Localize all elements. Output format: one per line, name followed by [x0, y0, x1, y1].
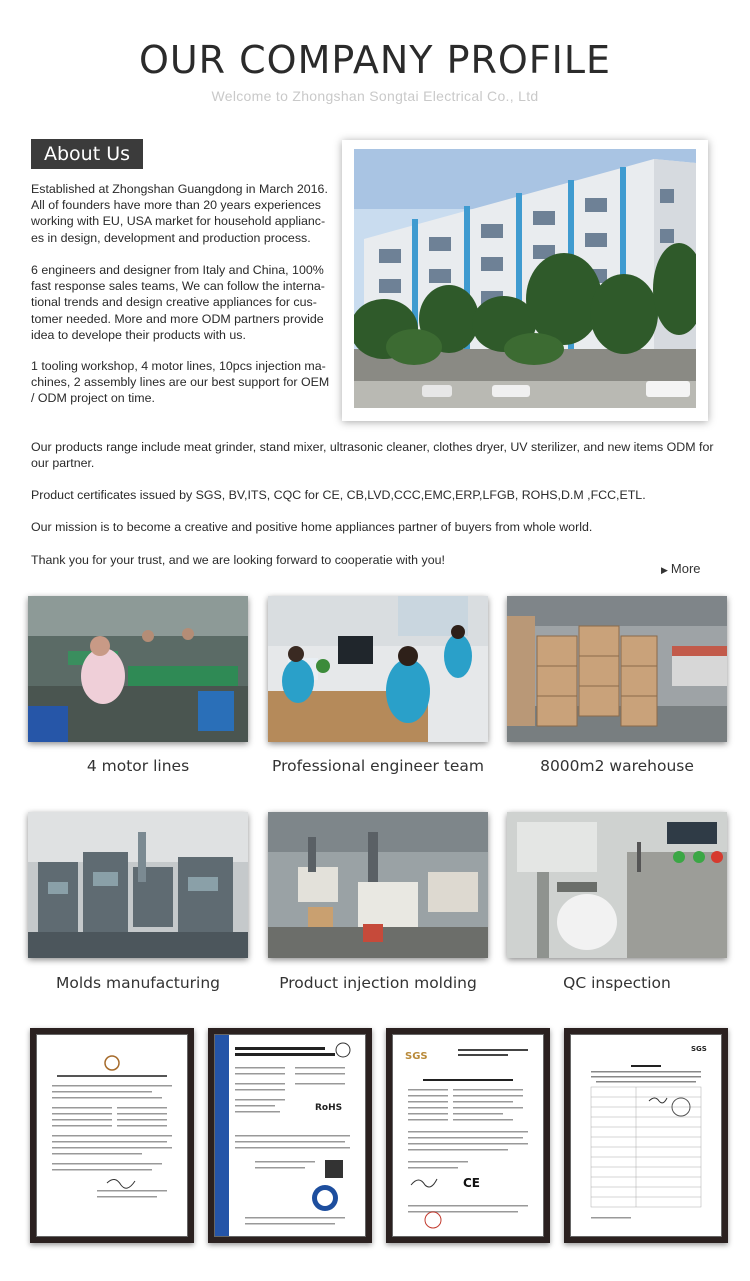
gallery-caption-4: Molds manufacturing [56, 974, 220, 992]
rohs-certificate-document [215, 1035, 365, 1236]
engineer-team-photo [268, 596, 488, 742]
sgs-emc-certificate-document [393, 1035, 543, 1236]
gallery-caption-3: 8000m2 warehouse [540, 757, 694, 775]
molds-image [28, 812, 248, 958]
engineer-team-image [268, 596, 488, 742]
sgs-small-logo: SGS [691, 1045, 707, 1053]
sgs-logo: SGS [405, 1051, 428, 1062]
ce-mark: CE [463, 1176, 481, 1190]
warehouse-image [507, 596, 727, 742]
molds-photo [28, 812, 248, 958]
play-arrow-icon: ▶ [661, 565, 668, 575]
factory-building-photo [342, 140, 708, 421]
qc-inspection-image [507, 812, 727, 958]
about-paragraph-4: Our products range include meat grinder, stand mixer, ultrasonic cleaner, clothes dryer, UV sterilizer, and new items ODM for our partner. [31, 440, 714, 471]
about-us-tag: About Us [31, 139, 143, 169]
qc-inspection-photo [507, 812, 727, 958]
gallery-caption-2: Professional engineer team [272, 757, 484, 775]
bv-certificate-document [37, 1035, 187, 1236]
about-paragraph-2: 6 engineers and designer from Italy and China, 100% fast response sales teams, We can follow the interna- tional trends and design creative appliances for cus- tomer needed. More and more ODM partners provide idea to develope their products with us. [31, 263, 325, 342]
about-paragraph-6: Our mission is to become a creative and positive home appliances partner of buyers from whole world. [31, 520, 593, 534]
factory-building-image [354, 149, 696, 408]
certificate-rohs [208, 1028, 372, 1243]
more-link[interactable] [661, 561, 701, 576]
more-label: More [670, 561, 701, 576]
page-subtitle: Welcome to Zhongshan Songtai Electrical Co., Ltd [211, 88, 539, 104]
sgs-test-report-document [571, 1035, 721, 1236]
page-title: OUR COMPANY PROFILE [138, 38, 612, 82]
about-paragraph-3: 1 tooling workshop, 4 motor lines, 10pcs injection ma- chines, 2 assembly lines are our best support for OEM / ODM project on time. [31, 359, 330, 406]
certificate-bv [30, 1028, 194, 1243]
injection-molding-image [268, 812, 488, 958]
motor-lines-image [28, 596, 248, 742]
motor-lines-photo [28, 596, 248, 742]
about-paragraph-7: Thank you for your trust, and we are looking forward to cooperatie with you! [31, 553, 445, 567]
gallery-caption-1: 4 motor lines [86, 757, 190, 775]
about-paragraph-1: Established at Zhongshan Guangdong in March 2016. All of founders have more than 20 years experiences working with EU, USA market for household applianc- es in design, development and production process. [31, 182, 328, 245]
rohs-mark: RoHS [315, 1103, 343, 1113]
injection-molding-photo [268, 812, 488, 958]
gallery-caption-5: Product injection molding [279, 974, 477, 992]
warehouse-photo [507, 596, 727, 742]
about-paragraph-5: Product certificates issued by SGS, BV,ITS, CQC for CE, CB,LVD,CCC,EMC,ERP,LFGB, ROHS,D.M ,FCC,ETL. [31, 488, 646, 502]
certificate-sgs-test-report [564, 1028, 728, 1243]
gallery-caption-6: QC inspection [563, 974, 671, 992]
certificate-sgs-emc [386, 1028, 550, 1243]
